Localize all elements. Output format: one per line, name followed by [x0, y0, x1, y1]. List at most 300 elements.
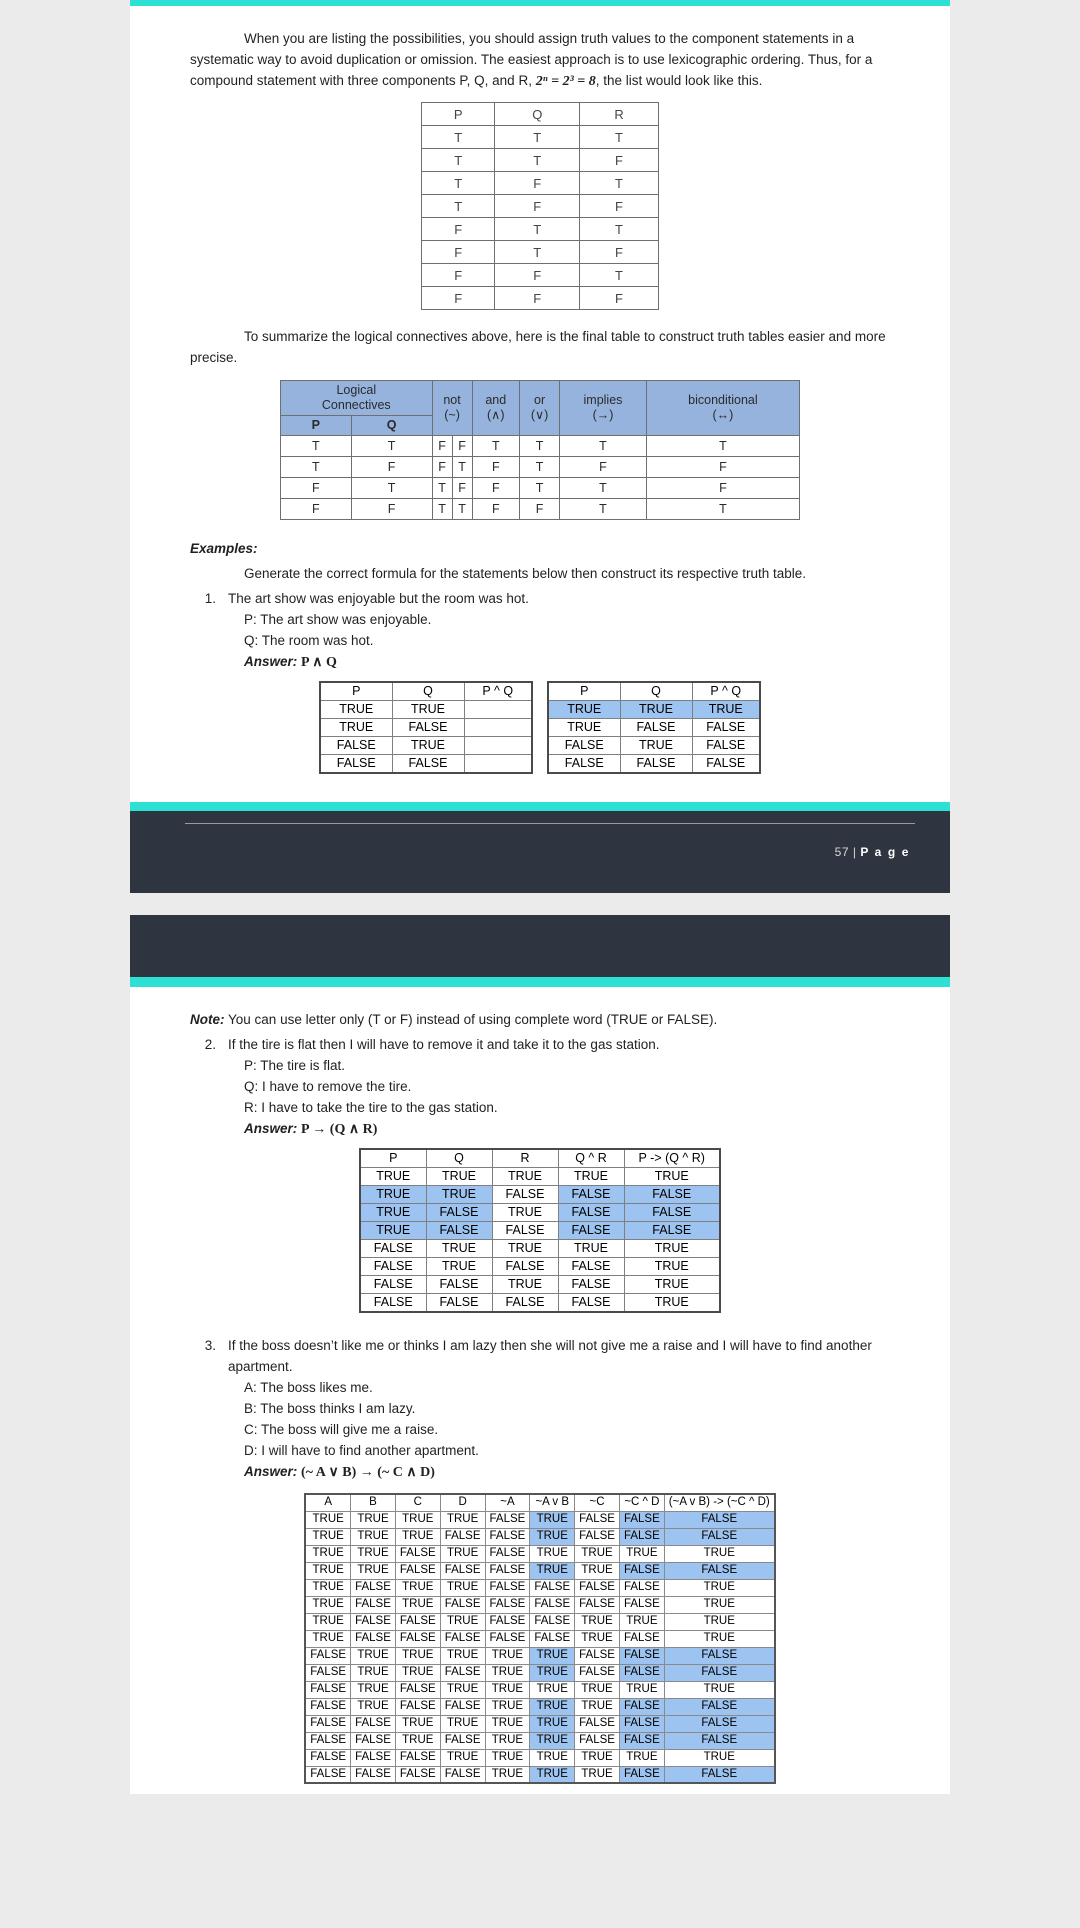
table-cell: TRUE	[395, 1528, 440, 1545]
paragraph-lexicographic-tail: , the list would look like this.	[595, 73, 763, 88]
table-cell: TRUE	[395, 1732, 440, 1749]
table-cell: TRUE	[351, 1545, 396, 1562]
table-cell: T	[495, 218, 580, 241]
example-3-c: C: The boss will give me a raise.	[244, 1422, 439, 1437]
table-cell: T	[580, 126, 659, 149]
table-cell: FALSE	[575, 1715, 620, 1732]
table-cell: FALSE	[305, 1681, 350, 1698]
table-cell: TRUE	[620, 737, 692, 755]
table-cell: FALSE	[530, 1596, 575, 1613]
table-cell: FALSE	[619, 1528, 664, 1545]
table-cell: TRUE	[485, 1749, 530, 1766]
table-cell: TRUE	[395, 1579, 440, 1596]
table-cell: F	[472, 478, 519, 499]
example-item-1	[190, 588, 890, 609]
table-cell: T	[495, 149, 580, 172]
table-cell: TRUE	[530, 1766, 575, 1783]
page-number-word: P a g e	[860, 845, 910, 859]
table-cell: T	[520, 478, 560, 499]
col-header-and-symbol: (∧)	[487, 408, 505, 422]
page-58-header-dark-band	[130, 915, 950, 977]
col-header-not-name: not	[443, 393, 461, 407]
table-row	[320, 755, 532, 774]
table-cell: TRUE	[664, 1681, 774, 1698]
table-cell: TRUE	[305, 1630, 350, 1647]
table-cell: FALSE	[548, 755, 620, 774]
table-row	[305, 1579, 774, 1596]
table-cell: TRUE	[485, 1698, 530, 1715]
table-cell: TRUE	[530, 1647, 575, 1664]
table-cell: T	[495, 241, 580, 264]
table-cell: TRUE	[305, 1511, 350, 1528]
column-header: ~C ^ D	[619, 1494, 664, 1511]
example-2-answer-formula: P → (Q ∧ R)	[301, 1122, 378, 1137]
table-cell: FALSE	[530, 1579, 575, 1596]
table-cell: TRUE	[305, 1613, 350, 1630]
table-cell: FALSE	[395, 1681, 440, 1698]
table-cell: T	[422, 149, 495, 172]
table-cell: TRUE	[395, 1596, 440, 1613]
table-row	[360, 1186, 720, 1204]
table-cell: FALSE	[664, 1562, 774, 1579]
table-cell: TRUE	[664, 1630, 774, 1647]
table-cell: TRUE	[426, 1258, 492, 1276]
example-3-a: A: The boss likes me.	[244, 1380, 373, 1395]
table-cell: TRUE	[664, 1579, 774, 1596]
page-gap	[0, 893, 1080, 915]
note-text: You can use letter only (T or F) instead of using complete word (TRUE or FALSE).	[228, 1012, 718, 1027]
table-cell: TRUE	[492, 1240, 558, 1258]
table-cell: FALSE	[485, 1630, 530, 1647]
table-cell: FALSE	[395, 1630, 440, 1647]
table-cell	[464, 701, 532, 719]
table-row	[422, 126, 659, 149]
pqr-implies-header-row	[360, 1149, 720, 1168]
col-header-biconditional	[646, 381, 799, 436]
table-cell: F	[472, 457, 519, 478]
col-header-and	[472, 381, 519, 436]
table-cell: T	[351, 436, 432, 457]
table-cell: T	[560, 436, 647, 457]
table-cell: TRUE	[440, 1749, 485, 1766]
example-2-r: R: I have to take the tire to the gas station.	[244, 1100, 498, 1115]
example-1-number: 1.	[204, 591, 216, 606]
table-cell: FALSE	[492, 1186, 558, 1204]
table-cell: FALSE	[548, 737, 620, 755]
col-header-not	[432, 381, 472, 436]
table-cell: T	[281, 457, 352, 478]
table-cell: FALSE	[530, 1613, 575, 1630]
table-cell: TRUE	[624, 1294, 720, 1313]
table-cell: FALSE	[395, 1766, 440, 1783]
group-header-line2: Connectives	[321, 398, 391, 412]
table-cell: TRUE	[426, 1168, 492, 1186]
table-cell: TRUE	[492, 1276, 558, 1294]
truth-table-pq-filled	[547, 681, 761, 774]
table-row	[281, 478, 800, 499]
table-cell: TRUE	[492, 1204, 558, 1222]
table-cell: FALSE	[692, 737, 760, 755]
table-cell: FALSE	[395, 1545, 440, 1562]
table-cell: TRUE	[558, 1240, 624, 1258]
table-cell: TRUE	[624, 1240, 720, 1258]
table-cell: F	[646, 457, 799, 478]
table-cell: FALSE	[351, 1749, 396, 1766]
table-header-row	[422, 103, 659, 126]
table-cell: TRUE	[440, 1681, 485, 1698]
page-57-footer	[130, 802, 950, 893]
table-cell: TRUE	[575, 1613, 620, 1630]
table-cell: FALSE	[395, 1562, 440, 1579]
table-cell: FALSE	[485, 1545, 530, 1562]
column-header: A	[305, 1494, 350, 1511]
table-row	[305, 1596, 774, 1613]
table-cell: FALSE	[619, 1579, 664, 1596]
example-1-answer-row	[190, 651, 890, 673]
table-cell: TRUE	[426, 1186, 492, 1204]
table-cell: TRUE	[395, 1511, 440, 1528]
example-1-tables	[190, 681, 890, 774]
table-cell: F	[495, 172, 580, 195]
logical-connectives-table	[280, 380, 800, 520]
table-cell: FALSE	[485, 1613, 530, 1630]
table-row	[422, 149, 659, 172]
table-cell: FALSE	[620, 755, 692, 774]
table-cell: TRUE	[530, 1545, 575, 1562]
table-cell: FALSE	[440, 1596, 485, 1613]
table-cell: FALSE	[619, 1766, 664, 1783]
table-cell: FALSE	[426, 1276, 492, 1294]
table-cell: FALSE	[440, 1766, 485, 1783]
table-cell: FALSE	[305, 1715, 350, 1732]
table-cell: TRUE	[575, 1562, 620, 1579]
table-cell: FALSE	[351, 1766, 396, 1783]
table-cell: TRUE	[530, 1511, 575, 1528]
pq-blank-col-pandq: P ^ Q	[464, 682, 532, 701]
table-cell: FALSE	[575, 1732, 620, 1749]
table-row	[281, 499, 800, 520]
table-cell: TRUE	[440, 1647, 485, 1664]
table-cell: FALSE	[530, 1630, 575, 1647]
example-2-answer-row	[190, 1118, 890, 1140]
table-cell: FALSE	[426, 1222, 492, 1240]
table-cell: TRUE	[558, 1168, 624, 1186]
table-cell: TRUE	[392, 701, 464, 719]
group-header-logical-connectives	[281, 381, 433, 416]
table-row	[305, 1664, 774, 1681]
table-cell: FALSE	[395, 1698, 440, 1715]
table-cell: T	[646, 499, 799, 520]
table-cell: TRUE	[440, 1715, 485, 1732]
table-cell: TRUE	[548, 701, 620, 719]
table-cell: TRUE	[440, 1613, 485, 1630]
connectives-header-row-1	[281, 381, 800, 416]
table-cell: TRUE	[664, 1596, 774, 1613]
group-header-line1: Logical	[336, 383, 377, 397]
table-cell: TRUE	[351, 1562, 396, 1579]
table-cell: F	[422, 287, 495, 310]
table-cell: FALSE	[395, 1613, 440, 1630]
pqr-implies-col-qandr: Q ^ R	[558, 1149, 624, 1168]
table-cell: TRUE	[530, 1749, 575, 1766]
connectives-body	[281, 436, 800, 520]
table-cell: TRUE	[395, 1647, 440, 1664]
table-cell: TRUE	[440, 1545, 485, 1562]
table-cell: TRUE	[305, 1579, 350, 1596]
table-cell: FALSE	[360, 1276, 426, 1294]
table-cell: T	[432, 478, 452, 499]
table-cell: TRUE	[619, 1749, 664, 1766]
table-cell: F	[432, 457, 452, 478]
table-row	[305, 1613, 774, 1630]
pq-blank-body	[320, 701, 532, 774]
table-row	[305, 1545, 774, 1562]
table-cell: F	[646, 478, 799, 499]
table-cell: TRUE	[575, 1545, 620, 1562]
table-cell: FALSE	[692, 755, 760, 774]
table-cell: TRUE	[548, 719, 620, 737]
table-cell: TRUE	[360, 1186, 426, 1204]
page-57-content	[130, 6, 950, 784]
col-header-conn-p: P	[281, 416, 352, 436]
table-cell: TRUE	[485, 1647, 530, 1664]
pqr-implies-col-p: P	[360, 1149, 426, 1168]
table-cell: F	[422, 241, 495, 264]
table-cell: FALSE	[575, 1647, 620, 1664]
table-cell: FALSE	[692, 719, 760, 737]
table-cell: TRUE	[530, 1528, 575, 1545]
col-header-implies-name: implies	[583, 393, 623, 407]
table-cell: TRUE	[485, 1766, 530, 1783]
table-cell: F	[281, 499, 352, 520]
table-cell: TRUE	[426, 1240, 492, 1258]
column-header: ~A v B	[530, 1494, 575, 1511]
table-cell	[464, 719, 532, 737]
pqr-body	[422, 126, 659, 310]
table-cell: FALSE	[351, 1630, 396, 1647]
table-cell: TRUE	[485, 1681, 530, 1698]
table-cell: F	[351, 457, 432, 478]
example-1-q: Q: The room was hot.	[244, 633, 374, 648]
truth-table-pqr-implies	[359, 1148, 721, 1313]
table-cell: F	[520, 499, 560, 520]
table-cell: TRUE	[320, 701, 392, 719]
table-row	[305, 1562, 774, 1579]
table-cell: F	[432, 436, 452, 457]
footer-divider	[185, 823, 915, 824]
table-row	[548, 755, 760, 774]
column-header: B	[351, 1494, 396, 1511]
table-cell: TRUE	[624, 1258, 720, 1276]
table-cell: TRUE	[530, 1562, 575, 1579]
table-cell: TRUE	[619, 1681, 664, 1698]
abcd-body	[305, 1511, 774, 1783]
table-cell: TRUE	[305, 1528, 350, 1545]
table-cell: FALSE	[624, 1186, 720, 1204]
table-cell: TRUE	[664, 1545, 774, 1562]
table-cell: FALSE	[619, 1562, 664, 1579]
table-cell: FALSE	[485, 1528, 530, 1545]
table-row	[305, 1766, 774, 1783]
table-cell: FALSE	[664, 1528, 774, 1545]
table-cell: FALSE	[485, 1511, 530, 1528]
table-row	[305, 1528, 774, 1545]
table-row	[422, 172, 659, 195]
table-row	[305, 1511, 774, 1528]
truth-table-pq-blank	[319, 681, 533, 774]
table-row	[305, 1698, 774, 1715]
table-cell: FALSE	[320, 737, 392, 755]
table-cell: T	[422, 126, 495, 149]
table-cell: T	[495, 126, 580, 149]
table-cell: TRUE	[395, 1715, 440, 1732]
table-cell: TRUE	[305, 1562, 350, 1579]
table-cell: FALSE	[558, 1222, 624, 1240]
table-cell: T	[580, 172, 659, 195]
page-58-teal-bar	[130, 977, 950, 987]
table-cell: FALSE	[619, 1511, 664, 1528]
table-cell: T	[422, 195, 495, 218]
table-cell: FALSE	[619, 1664, 664, 1681]
table-cell: F	[580, 241, 659, 264]
table-cell: TRUE	[351, 1647, 396, 1664]
table-cell: TRUE	[440, 1511, 485, 1528]
table-cell: TRUE	[530, 1715, 575, 1732]
abcd-header-row	[305, 1494, 774, 1511]
table-cell: FALSE	[492, 1258, 558, 1276]
table-cell: FALSE	[558, 1276, 624, 1294]
col-header-not-symbol: (~)	[444, 408, 460, 422]
footer-teal-bar	[130, 802, 950, 811]
table-cell: FALSE	[440, 1664, 485, 1681]
table-cell: FALSE	[305, 1664, 350, 1681]
table-cell: F	[580, 195, 659, 218]
table-cell: TRUE	[492, 1168, 558, 1186]
table-cell: T	[580, 264, 659, 287]
table-cell: FALSE	[440, 1562, 485, 1579]
table-cell: TRUE	[530, 1681, 575, 1698]
table-row	[548, 719, 760, 737]
note-line	[190, 1009, 890, 1030]
table-cell: FALSE	[440, 1732, 485, 1749]
table-cell: FALSE	[392, 719, 464, 737]
table-cell: FALSE	[558, 1186, 624, 1204]
table-row	[548, 737, 760, 755]
table-cell: FALSE	[351, 1613, 396, 1630]
column-header: ~C	[575, 1494, 620, 1511]
table-cell: FALSE	[351, 1596, 396, 1613]
table-cell: F	[452, 478, 472, 499]
table-cell: F	[472, 499, 519, 520]
table-cell: FALSE	[351, 1732, 396, 1749]
table-cell: TRUE	[575, 1749, 620, 1766]
table-row	[360, 1204, 720, 1222]
table-row	[422, 195, 659, 218]
table-cell: F	[495, 287, 580, 310]
table-cell: T	[560, 478, 647, 499]
table-cell: TRUE	[624, 1168, 720, 1186]
example-3-number: 3.	[204, 1338, 216, 1353]
example-item-3	[190, 1335, 890, 1377]
table-cell: TRUE	[485, 1715, 530, 1732]
table-cell: TRUE	[575, 1766, 620, 1783]
table-cell: FALSE	[440, 1528, 485, 1545]
table-cell: FALSE	[624, 1204, 720, 1222]
table-cell: FALSE	[351, 1715, 396, 1732]
table-cell: FALSE	[426, 1294, 492, 1313]
table-cell: TRUE	[692, 701, 760, 719]
table-cell: FALSE	[575, 1528, 620, 1545]
col-header-implies-symbol: (→)	[592, 408, 614, 422]
example-3-answer-row	[190, 1461, 890, 1483]
note-label: Note:	[190, 1012, 225, 1027]
column-header: C	[395, 1494, 440, 1511]
table-cell: FALSE	[351, 1579, 396, 1596]
table-cell: T	[432, 499, 452, 520]
example-2-number: 2.	[204, 1037, 216, 1052]
example-2-q: Q: I have to remove the tire.	[244, 1079, 412, 1094]
pq-filled-body	[548, 701, 760, 774]
col-header-q: Q	[495, 103, 580, 126]
paragraph-lexicographic	[190, 28, 890, 92]
table-row	[548, 701, 760, 719]
col-header-biconditional-symbol: (↔)	[712, 408, 734, 422]
table-cell: FALSE	[575, 1664, 620, 1681]
table-cell: FALSE	[619, 1715, 664, 1732]
table-cell: FALSE	[664, 1647, 774, 1664]
table-cell: F	[580, 287, 659, 310]
example-1-answer-formula: P ∧ Q	[301, 655, 337, 670]
table-cell: TRUE	[620, 701, 692, 719]
paragraph-lexicographic-text: When you are listing the possibilities, you should assign truth values to the component statements in a systematic way to avoid duplication or omission. The easiest approach is to use lexicographic ordering. Thus, for a compound statement with three components P, Q, and R,	[190, 31, 873, 88]
table-cell: TRUE	[440, 1579, 485, 1596]
table-cell: FALSE	[426, 1204, 492, 1222]
table-cell: TRUE	[395, 1664, 440, 1681]
column-header: D	[440, 1494, 485, 1511]
table-cell: FALSE	[360, 1294, 426, 1313]
pq-filled-col-q: Q	[620, 682, 692, 701]
table-cell: TRUE	[360, 1204, 426, 1222]
table-cell: FALSE	[305, 1766, 350, 1783]
table-cell: TRUE	[485, 1664, 530, 1681]
table-cell: FALSE	[558, 1294, 624, 1313]
table-cell: TRUE	[485, 1732, 530, 1749]
table-cell: F	[452, 436, 472, 457]
table-cell: TRUE	[305, 1545, 350, 1562]
table-cell: TRUE	[664, 1749, 774, 1766]
table-cell: TRUE	[305, 1596, 350, 1613]
table-cell: FALSE	[619, 1698, 664, 1715]
table-cell: FALSE	[485, 1579, 530, 1596]
table-cell: F	[495, 264, 580, 287]
table-cell: T	[351, 478, 432, 499]
table-cell	[464, 755, 532, 774]
table-cell: FALSE	[619, 1596, 664, 1613]
pqr-implies-body	[360, 1168, 720, 1313]
table-row	[305, 1749, 774, 1766]
col-header-or-symbol: (∨)	[530, 408, 549, 422]
example-2-p: P: The tire is flat.	[244, 1058, 346, 1073]
truth-table-abcd	[304, 1493, 775, 1784]
table-cell: FALSE	[395, 1749, 440, 1766]
table-cell: FALSE	[440, 1630, 485, 1647]
example-1-p: P: The art show was enjoyable.	[244, 612, 432, 627]
table-cell: TRUE	[624, 1276, 720, 1294]
table-cell: TRUE	[351, 1698, 396, 1715]
table-row	[360, 1168, 720, 1186]
table-cell: FALSE	[360, 1258, 426, 1276]
table-cell: TRUE	[351, 1681, 396, 1698]
